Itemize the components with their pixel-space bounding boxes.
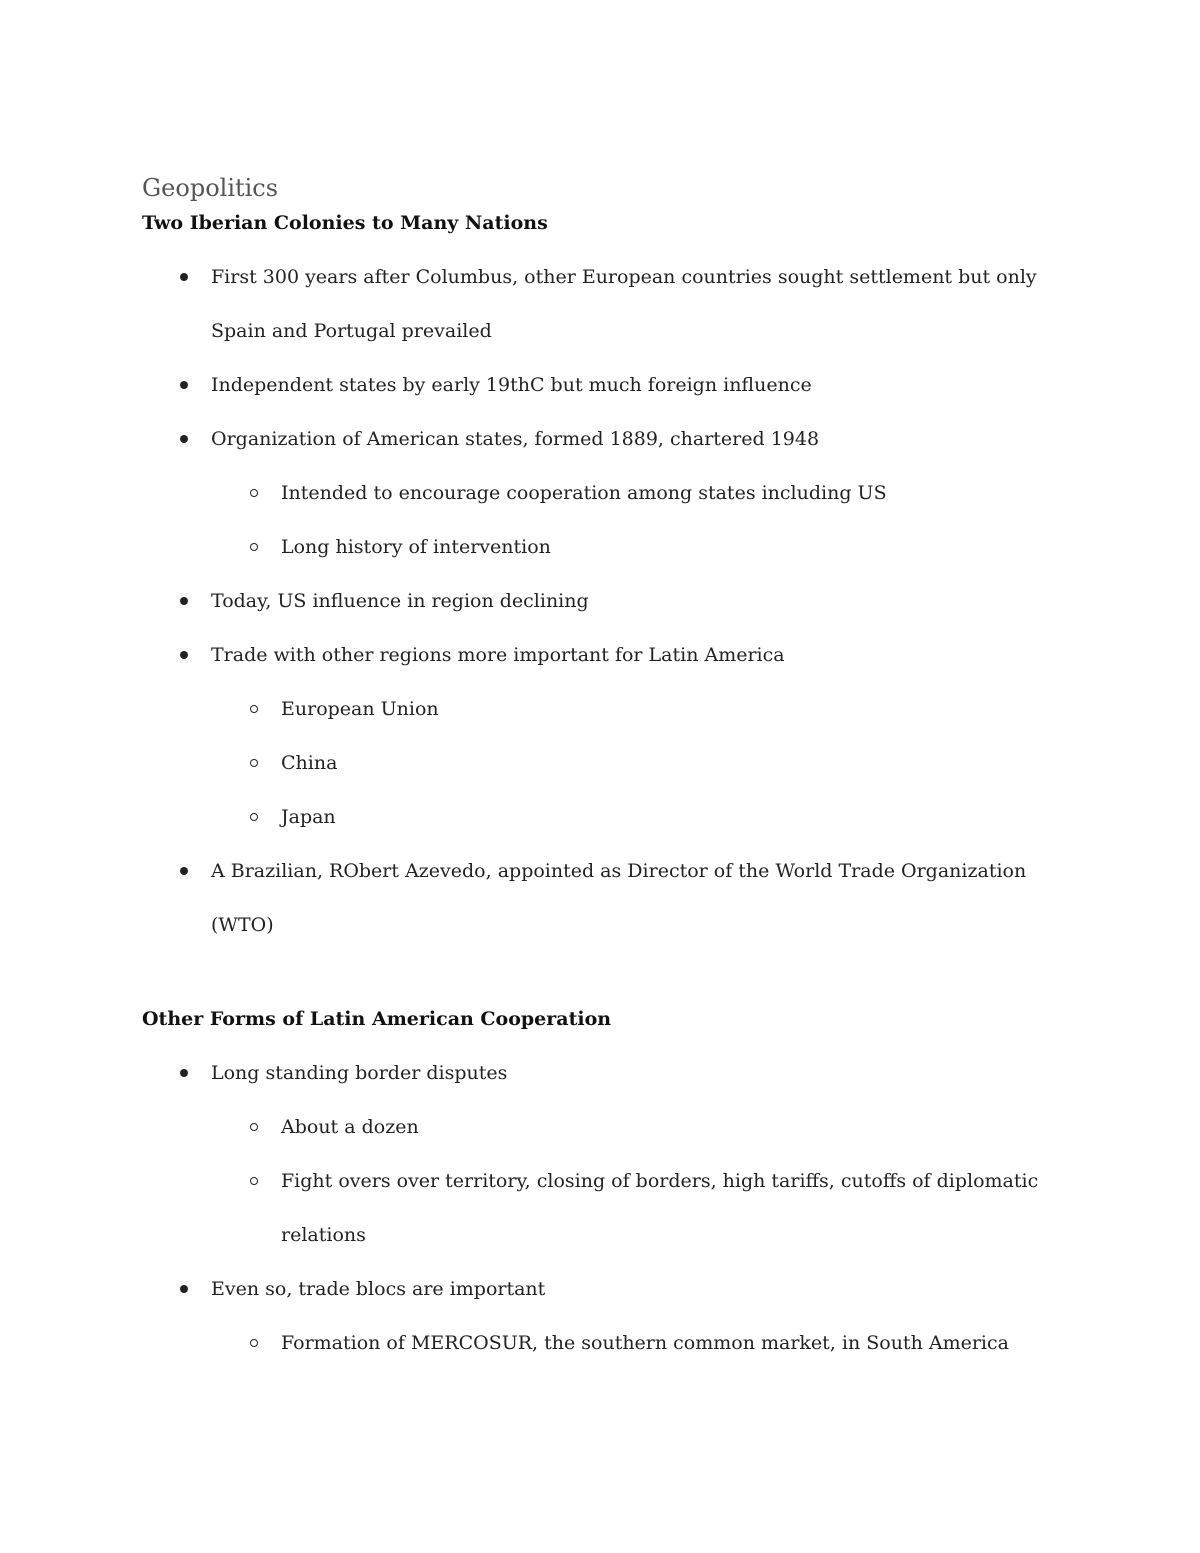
sub-list-item	[211, 1154, 1042, 1262]
sub-list-item-text: European Union	[281, 698, 439, 720]
sub-list-item	[211, 1100, 1042, 1154]
filled-bullet-icon	[180, 435, 188, 443]
section-heading: Other Forms of Latin American Cooperation	[142, 1008, 612, 1030]
filled-bullet-icon	[180, 273, 188, 281]
filled-bullet-icon	[180, 651, 188, 659]
sub-list-item-text: China	[281, 752, 338, 774]
list-item	[142, 1262, 1042, 1370]
filled-bullet-icon	[180, 867, 188, 875]
hollow-bullet-icon	[250, 543, 258, 551]
sub-list-item	[211, 682, 1042, 736]
list-item-text: A Brazilian, RObert Azevedo, appointed as Director of the World Trade Organization (WTO)	[211, 860, 1027, 936]
list-item	[142, 250, 1042, 358]
list-item-text: Long standing border disputes	[211, 1062, 508, 1084]
sub-list-item-text: Formation of MERCOSUR, the southern common market, in South America	[281, 1332, 1009, 1354]
list-item-text: Independent states by early 19thC but much foreign influence	[211, 374, 812, 396]
hollow-bullet-icon	[250, 813, 258, 821]
list-item	[142, 412, 1042, 574]
hollow-bullet-icon	[250, 489, 258, 497]
list-item	[142, 574, 1042, 628]
filled-bullet-icon	[180, 1069, 188, 1077]
list-item-text: First 300 years after Columbus, other European countries sought settlement but only Spain and Portugal prevailed	[211, 266, 1037, 342]
hollow-bullet-icon	[250, 1123, 258, 1131]
list-item-text: Organization of American states, formed 1889, chartered 1948	[211, 428, 820, 450]
sub-list-item	[211, 790, 1042, 844]
sub-list-item-text: Long history of intervention	[281, 536, 551, 558]
list-item-text: Today, US influence in region declining	[211, 590, 589, 612]
sub-bullet-list	[211, 466, 1042, 574]
sub-list-item	[211, 1316, 1042, 1370]
sub-bullet-list	[211, 1316, 1042, 1370]
section-heading: Two Iberian Colonies to Many Nations	[142, 212, 548, 234]
hollow-bullet-icon	[250, 759, 258, 767]
list-item	[142, 844, 1042, 952]
filled-bullet-icon	[180, 597, 188, 605]
section-latin-american-cooperation	[142, 1006, 1042, 1370]
sub-list-item	[211, 466, 1042, 520]
list-item-text: Trade with other regions more important for Latin America	[211, 644, 785, 666]
sub-list-item-text: Japan	[281, 806, 336, 828]
section-iberian-colonies	[142, 210, 1042, 952]
list-item-text: Even so, trade blocs are important	[211, 1278, 546, 1300]
filled-bullet-icon	[180, 1285, 188, 1293]
list-item	[142, 628, 1042, 844]
document-body	[142, 172, 1042, 1370]
bullet-list	[142, 250, 1042, 952]
sub-list-item-text: Intended to encourage cooperation among states including US	[281, 482, 887, 504]
hollow-bullet-icon	[250, 1177, 258, 1185]
filled-bullet-icon	[180, 381, 188, 389]
hollow-bullet-icon	[250, 1339, 258, 1347]
sub-list-item	[211, 736, 1042, 790]
sub-list-item-text: About a dozen	[281, 1116, 419, 1138]
document-title: Geopolitics	[142, 174, 279, 202]
sub-bullet-list	[211, 682, 1042, 844]
list-item	[142, 358, 1042, 412]
bullet-list	[142, 1046, 1042, 1370]
sub-list-item	[211, 520, 1042, 574]
list-item	[142, 1046, 1042, 1262]
sub-bullet-list	[211, 1100, 1042, 1262]
hollow-bullet-icon	[250, 705, 258, 713]
sub-list-item-text: Fight overs over territory, closing of borders, high tariffs, cutoffs of diplomatic relations	[281, 1170, 1039, 1246]
